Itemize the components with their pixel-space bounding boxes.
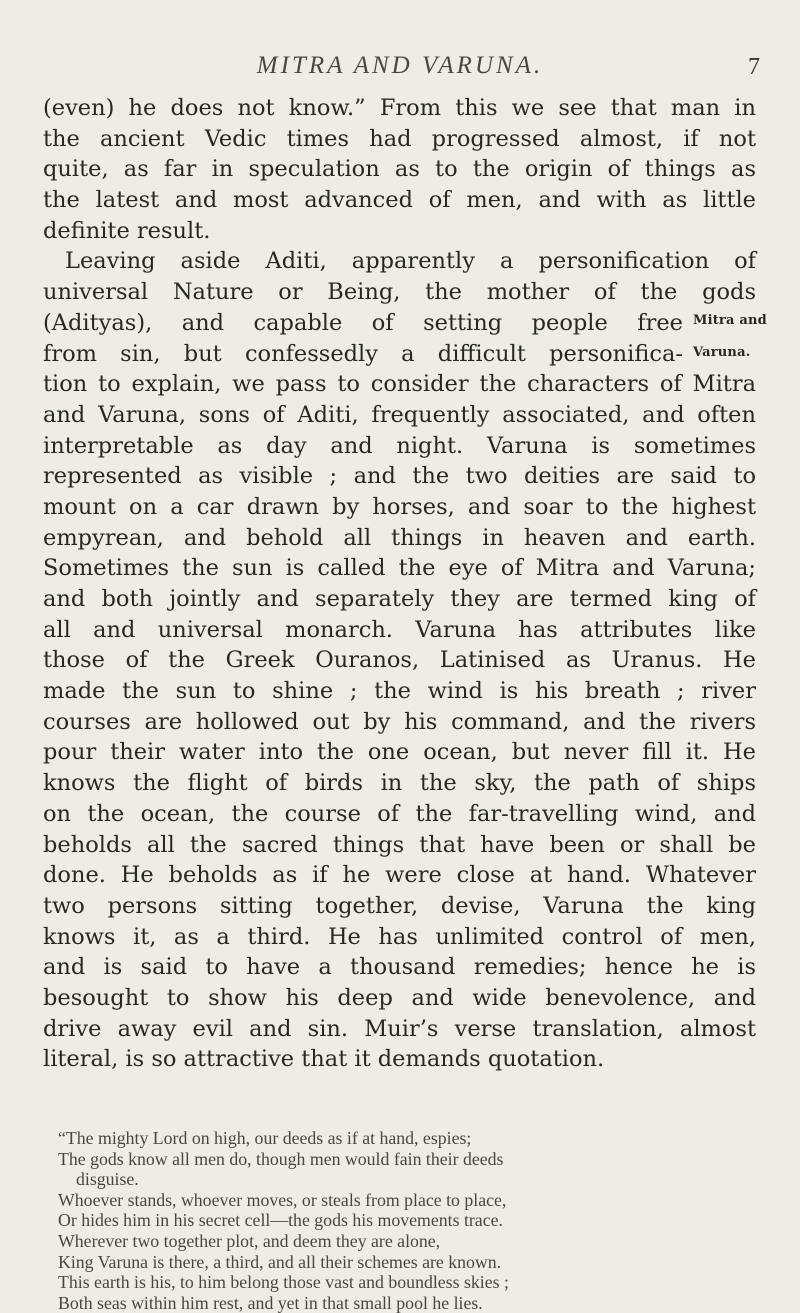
text-line: and Varuna, sons of Aditi, frequently associated, and often: [43, 401, 756, 428]
text-line: definite result.: [43, 217, 211, 244]
text-line: Sometimes the sun is called the eye of Mitra and Varuna;: [43, 555, 756, 582]
text-line: those of the Greek Ouranos, Latinised as Uranus. He: [43, 647, 756, 674]
text-line: literal, is so attractive that it demands quotation.: [43, 1046, 605, 1073]
text-line: the latest and most advanced of men, and with as little: [43, 187, 756, 214]
verse-line: King Varuna is there, a third, and all their schemes are known.: [58, 1251, 502, 1272]
text-line: done. He beholds as if he were close at hand. Whatever: [43, 862, 756, 889]
body-text: [43, 93, 756, 1075]
text-line: quite, as far in speculation as to the origin of things as: [43, 156, 756, 183]
verse-line: This earth is his, to him belong those vast and boundless skies ;: [58, 1272, 509, 1293]
verse-quotation: [58, 1128, 758, 1313]
text-line: the ancient Vedic times had progressed almost, if not: [43, 125, 756, 152]
text-line: universal Nature or Being, the mother of the gods: [43, 279, 756, 306]
text-line: pour their water into the one ocean, but never fill it. He: [43, 739, 756, 766]
text-line: interpretable as day and night. Varuna is sometimes: [43, 432, 756, 459]
running-title: MITRA AND VARUNA.: [256, 52, 544, 79]
verse-line: disguise.: [76, 1169, 139, 1190]
text-line: and both jointly and separately they are termed king of: [43, 586, 756, 612]
text-line: mount on a car drawn by horses, and soar to the highest: [43, 493, 756, 520]
text-line: all and universal monarch. Varuna has attributes like: [43, 616, 756, 643]
text-line: knows the flight of birds in the sky, the path of ships: [43, 770, 756, 797]
text-line: represented as visible ; and the two deities are said to: [43, 463, 756, 490]
text-line: besought to show his deep and wide benevolence, and: [43, 984, 756, 1011]
text-line: made the sun to shine ; the wind is his breath ; river: [43, 678, 756, 705]
marginal-note-line: Varuna.: [693, 345, 751, 360]
text-line: two persons sitting together, devise, Varuna the king: [43, 892, 756, 919]
verse-line: Whoever stands, whoever moves, or steals from place to place,: [58, 1189, 507, 1210]
text-line: on the ocean, the course of the far-travelling wind, and: [43, 800, 756, 827]
text-line: knows it, as a third. He has unlimited control of men,: [43, 923, 756, 950]
text-line: courses are hollowed out by his command, and the rivers: [43, 708, 756, 735]
verse-line: Both seas within him rest, and yet in that small pool he lies.: [58, 1292, 483, 1313]
text-line: empyrean, and behold all things in heaven and earth.: [43, 524, 756, 551]
verse-line: The gods know all men do, though men would fain their deeds: [58, 1148, 504, 1169]
text-line: and is said to have a thousand remedies; hence he is: [43, 954, 756, 981]
marginal-note-line: Mitra and: [693, 313, 767, 328]
text-line: drive away evil and sin. Muir’s verse translation, almost: [43, 1015, 756, 1042]
running-head: [0, 44, 800, 78]
text-line: from sin, but confessedly a difficult personifica-: [43, 340, 683, 367]
verse-line: “The mighty Lord on high, our deeds as if at hand, espies;: [58, 1128, 472, 1148]
text-line: (Adityas), and capable of setting people free: [43, 309, 683, 336]
text-line: (even) he does not know.” From this we see that man in: [43, 95, 756, 121]
text-line: tion to explain, we pass to consider the characters of Mitra: [43, 371, 756, 398]
verse-line: Or hides him in his secret cell—the gods his movements trace.: [58, 1210, 503, 1231]
page-number: 7: [748, 54, 760, 80]
text-line: beholds all the sacred things that have been or shall be: [43, 831, 756, 858]
text-line: Leaving aside Aditi, apparently a personification of: [65, 248, 756, 275]
verse-line: Wherever two together plot, and deem they are alone,: [58, 1230, 441, 1251]
